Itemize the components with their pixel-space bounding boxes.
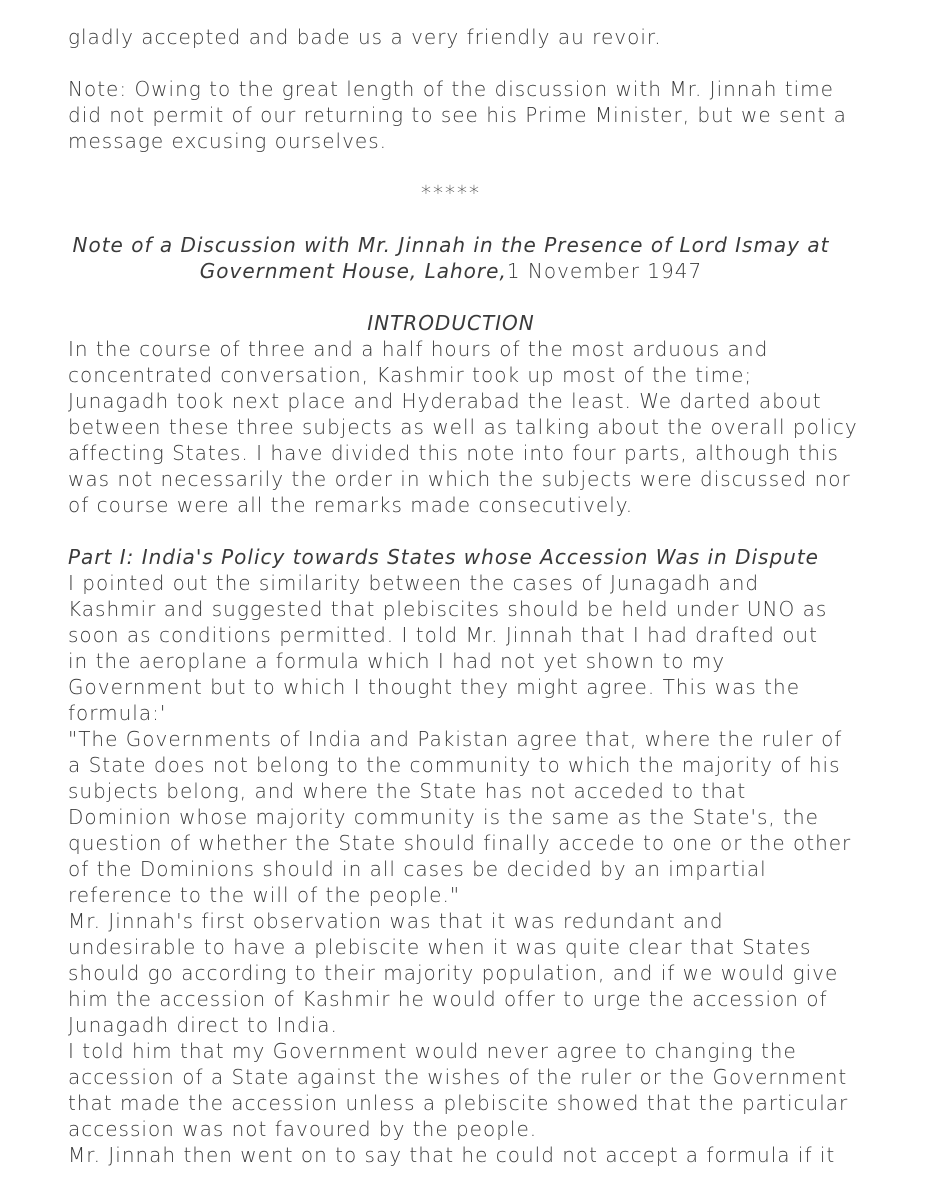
observation-line: should go according to their majority population, and if we would give bbox=[68, 961, 839, 985]
part1-line: soon as conditions permitted. I told Mr. Jinnah that I had drafted out bbox=[68, 623, 818, 647]
closing-paragraph: Mr. Jinnah then went on to say that he could not accept a formula if it bbox=[68, 1143, 836, 1167]
part1-line: Government but to which I thought they might agree. This was the bbox=[68, 675, 801, 699]
introduction-line: affecting States. I have divided this note into four parts, although this bbox=[68, 441, 839, 465]
part1-title: Part I: India's Policy towards States whose Accession Was in Dispute bbox=[68, 545, 819, 569]
note-line: message excusing ourselves. bbox=[68, 129, 388, 153]
introduction-line: between these three subjects as well as talking about the overall policy bbox=[68, 415, 858, 439]
reply-line: I told him that my Government would never agree to changing the bbox=[68, 1039, 797, 1063]
reply-line: that made the accession unless a plebiscite showed that the particular bbox=[68, 1091, 849, 1115]
note-line: did not permit of our returning to see his Prime Minister, but we sent a bbox=[68, 103, 847, 127]
opening-line: gladly accepted and bade us a very friendly au revoir. bbox=[68, 25, 662, 49]
spacer bbox=[68, 206, 868, 232]
formula-quote bbox=[68, 726, 868, 908]
reply-line: accession of a State against the wishes of the ruler or the Government bbox=[68, 1065, 848, 1089]
introduction-paragraph bbox=[68, 336, 868, 518]
formula-line: subjects belong, and where the State has not acceded to that bbox=[68, 779, 747, 803]
formula-line: "The Governments of India and Pakistan agree that, where the ruler of bbox=[68, 727, 843, 751]
part1-line: I pointed out the similarity between the cases of Junagadh and bbox=[68, 571, 760, 595]
reply-line: accession was not favoured by the people. bbox=[68, 1117, 538, 1141]
part1-paragraph bbox=[68, 570, 868, 726]
heading-line-2 bbox=[68, 258, 834, 284]
section-separator: ***** bbox=[421, 181, 481, 205]
spacer bbox=[68, 154, 868, 180]
heading-place: Government House, Lahore, bbox=[199, 259, 507, 283]
reply-paragraph bbox=[68, 1038, 868, 1142]
formula-line: reference to the will of the people." bbox=[68, 883, 461, 907]
formula-line: Dominion whose majority community is the same as the State's, the bbox=[68, 805, 819, 829]
heading-date: 1 November 1947 bbox=[506, 259, 703, 283]
jinnah-observation-paragraph bbox=[68, 908, 868, 1038]
introduction-line: Junagadh took next place and Hyderabad the least. We darted about bbox=[68, 389, 822, 413]
part1-line: formula:' bbox=[68, 701, 167, 725]
note-line: Note: Owing to the great length of the discussion with Mr. Jinnah time bbox=[68, 77, 834, 101]
part1-line: Kashmir and suggested that plebiscites should be held under UNO as bbox=[68, 597, 828, 621]
heading-line: Note of a Discussion with Mr. Jinnah in the Presence of Lord Ismay at bbox=[72, 233, 830, 257]
introduction-line: concentrated conversation, Kashmir took up most of the time; bbox=[68, 363, 753, 387]
introduction-title: INTRODUCTION bbox=[367, 311, 535, 335]
observation-line: Junagadh direct to India. bbox=[68, 1013, 338, 1037]
spacer bbox=[68, 50, 868, 76]
document-page bbox=[68, 24, 868, 1168]
document-heading bbox=[68, 232, 834, 284]
formula-line: question of whether the State should finally accede to one or the other bbox=[68, 831, 852, 855]
introduction-line: of course were all the remarks made consecutively. bbox=[68, 493, 634, 517]
formula-line: of the Dominions should in all cases be decided by an impartial bbox=[68, 857, 767, 881]
introduction-line: In the course of three and a half hours of the most arduous and bbox=[68, 337, 769, 361]
part1-line: in the aeroplane a formula which I had not yet shown to my bbox=[68, 649, 726, 673]
introduction-line: was not necessarily the order in which the subjects were discussed nor bbox=[68, 467, 851, 491]
observation-line: Mr. Jinnah's first observation was that it was redundant and bbox=[68, 909, 724, 933]
formula-line: a State does not belong to the community to which the majority of his bbox=[68, 753, 841, 777]
spacer bbox=[68, 518, 868, 544]
spacer bbox=[68, 284, 868, 310]
note-paragraph bbox=[68, 76, 868, 154]
observation-line: him the accession of Kashmir he would offer to urge the accession of bbox=[68, 987, 828, 1011]
observation-line: undesirable to have a plebiscite when it was quite clear that States bbox=[68, 935, 812, 959]
